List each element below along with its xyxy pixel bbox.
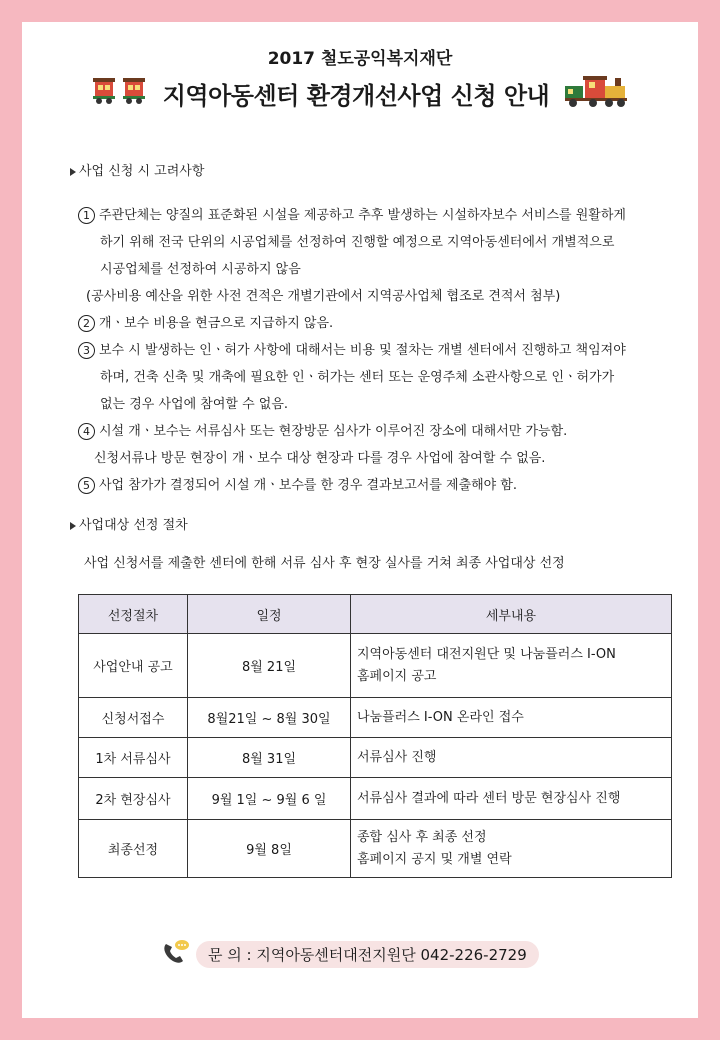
cell-date: 9월 8일 xyxy=(188,820,351,878)
circled-number: 3 xyxy=(78,342,95,359)
bullet-triangle-icon xyxy=(70,168,76,176)
list-item-text: 사업 참가가 결정되어 시설 개ㆍ보수를 한 경우 결과보고서를 제출해야 함. xyxy=(99,478,518,493)
selection-description: 사업 신청서를 제출한 센터에 한해 서류 심사 후 현장 실사를 거쳐 최종 사업대상 선정 xyxy=(84,556,565,571)
circled-number: 5 xyxy=(78,477,95,494)
list-item-continuation: 신청서류나 방문 현장이 개ㆍ보수 대상 현장과 다를 경우 사업에 참여할 수 없음. xyxy=(94,451,546,466)
cell-detail: 서류심사 결과에 따라 센터 방문 현장심사 진행 xyxy=(351,778,672,820)
column-header-date: 일정 xyxy=(188,595,351,634)
detail-line: 종합 심사 후 최종 선정 xyxy=(357,829,487,845)
contact-info xyxy=(160,938,539,970)
detail-line: 지역아동센터 대전지원단 및 나눔플러스 I-ON xyxy=(357,646,616,662)
list-item-continuation: 하기 위해 전국 단위의 시공업체를 선정하여 진행할 예정으로 지역아동센터에서 개별적으로 xyxy=(100,235,615,250)
table-row xyxy=(79,820,672,878)
list-item-continuation: 하며, 건축 신축 및 개축에 필요한 인ㆍ허가는 센터 또는 운영주체 소관사항으로 인ㆍ허가가 xyxy=(100,370,615,385)
section-heading-text: 사업 신청 시 고려사항 xyxy=(79,164,205,179)
circled-number: 4 xyxy=(78,423,95,440)
train-cars-icon xyxy=(91,76,147,110)
list-item-continuation: (공사비용 예산을 위한 사전 견적은 개별기관에서 지역공사업체 협조로 견적서 첨부) xyxy=(86,289,561,304)
section-heading-text: 사업대상 선정 절차 xyxy=(79,518,188,533)
cell-step: 신청서접수 xyxy=(79,698,188,738)
column-header-step: 선정절차 xyxy=(79,595,188,634)
list-item-text: 시설 개ㆍ보수는 서류심사 또는 현장방문 심사가 이루어진 장소에 대해서만 가능함. xyxy=(99,424,568,439)
section-heading-selection xyxy=(70,514,188,533)
circled-number: 2 xyxy=(78,315,95,332)
list-item-text: 개ㆍ보수 비용을 현금으로 지급하지 않음. xyxy=(99,316,334,331)
schedule-table xyxy=(78,594,672,878)
cell-detail: 나눔플러스 I-ON 온라인 접수 xyxy=(351,698,672,738)
cell-date: 8월 21일 xyxy=(188,634,351,698)
cell-date: 8월21일 ~ 8월 30일 xyxy=(188,698,351,738)
list-item xyxy=(78,337,688,364)
page-title: 지역아동센터 환경개선사업 신청 안내 xyxy=(162,81,550,110)
cell-step: 최종선정 xyxy=(79,820,188,878)
table-row xyxy=(79,778,672,820)
table-row xyxy=(79,634,672,698)
title-row xyxy=(22,74,698,112)
list-item-text: 보수 시 발생하는 인ㆍ허가 사항에 대해서는 비용 및 절차는 개별 센터에서 진행하고 책임져야 xyxy=(99,343,626,358)
considerations-list xyxy=(78,202,688,499)
detail-line: 홈페이지 공지 및 개별 연락 xyxy=(357,851,512,867)
list-item xyxy=(78,418,688,445)
cell-step: 2차 현장심사 xyxy=(79,778,188,820)
list-item xyxy=(78,310,688,337)
list-item-continuation: 없는 경우 사업에 참여할 수 없음. xyxy=(100,397,289,412)
table-row xyxy=(79,738,672,778)
phone-icon xyxy=(160,938,190,970)
cell-detail xyxy=(351,634,672,698)
detail-line: 홈페이지 공고 xyxy=(357,668,437,684)
cell-date: 8월 31일 xyxy=(188,738,351,778)
list-item xyxy=(78,202,688,229)
cell-date: 9월 1일 ~ 9월 6 일 xyxy=(188,778,351,820)
bullet-triangle-icon xyxy=(70,522,76,530)
list-item xyxy=(78,472,688,499)
cell-step: 1차 서류심사 xyxy=(79,738,188,778)
column-header-detail: 세부내용 xyxy=(351,595,672,634)
contact-text: 문 의 : 지역아동센터대전지원단 042-226-2729 xyxy=(196,941,539,968)
cell-detail: 서류심사 진행 xyxy=(351,738,672,778)
organization-name: 2017 철도공익복지재단 xyxy=(267,49,453,69)
cell-step: 사업안내 공고 xyxy=(79,634,188,698)
document-page xyxy=(22,22,698,1018)
locomotive-icon xyxy=(565,74,629,112)
table-header-row xyxy=(79,595,672,634)
list-item-continuation: 시공업체를 선정하여 시공하지 않음 xyxy=(100,262,301,277)
list-item-text: 주관단체는 양질의 표준화된 시설을 제공하고 추후 발생하는 시설하자보수 서비스를 원활하게 xyxy=(99,208,626,223)
section-heading-considerations xyxy=(70,160,204,179)
table-row xyxy=(79,698,672,738)
cell-detail xyxy=(351,820,672,878)
circled-number: 1 xyxy=(78,207,95,224)
